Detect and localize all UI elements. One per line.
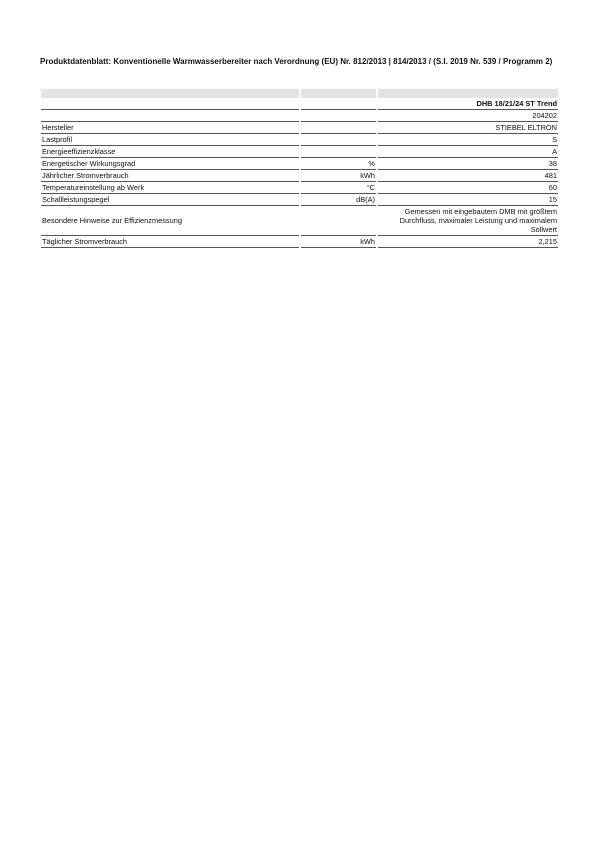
page-title: Produktdatenblatt: Konventionelle Warmwasserbereiter nach Verordnung (EU) Nr. 812/2013 | 814/2013 / (S.I. 2019 Nr. 539 / Programm 2)	[40, 57, 553, 66]
row-label: Energieeffizienzklasse	[41, 146, 299, 158]
row-unit	[301, 134, 376, 146]
row-value: 481	[378, 170, 558, 182]
table-row	[41, 146, 558, 158]
header-cell-unit	[301, 89, 376, 98]
table-row	[41, 134, 558, 146]
table-row	[41, 182, 558, 194]
table-row	[41, 206, 558, 236]
model-row	[41, 98, 558, 110]
row-label: Energetischer Wirkungsgrad	[41, 158, 299, 170]
model-row-label	[41, 98, 299, 110]
model-name: DHB 18/21/24 ST Trend	[378, 98, 558, 110]
article-number-unit	[301, 110, 376, 122]
row-value: 15	[378, 194, 558, 206]
row-unit: kWh	[301, 170, 376, 182]
row-unit: °C	[301, 182, 376, 194]
row-label: Jährlicher Stromverbrauch	[41, 170, 299, 182]
table-row	[41, 170, 558, 182]
row-label: Hersteller	[41, 122, 299, 134]
row-label: Schallleistungspegel	[41, 194, 299, 206]
row-label: Besondere Hinweise zur Effizienzmessung	[41, 206, 299, 236]
table-header-band	[41, 89, 558, 98]
row-unit: %	[301, 158, 376, 170]
table-row	[41, 236, 558, 248]
model-row-unit	[301, 98, 376, 110]
row-unit	[301, 122, 376, 134]
row-unit: dB(A)	[301, 194, 376, 206]
row-value: Gemessen mit eingebautem DMB mit größtem Durchfluss, maximaler Leistung und maximalem Sollwert	[378, 206, 558, 236]
row-label: Lastprofil	[41, 134, 299, 146]
row-unit	[301, 146, 376, 158]
row-value: S	[378, 134, 558, 146]
table-row	[41, 158, 558, 170]
row-value: 60	[378, 182, 558, 194]
article-number-label	[41, 110, 299, 122]
row-unit: kWh	[301, 236, 376, 248]
product-datasheet-table	[39, 89, 560, 248]
table-row	[41, 194, 558, 206]
article-number-row	[41, 110, 558, 122]
header-cell-label	[41, 89, 299, 98]
row-unit	[301, 206, 376, 236]
row-value: A	[378, 146, 558, 158]
article-number: 204202	[378, 110, 558, 122]
header-cell-value	[378, 89, 558, 98]
row-value: STIEBEL ELTRON	[378, 122, 558, 134]
row-label: Temperatureinstellung ab Werk	[41, 182, 299, 194]
table-row	[41, 122, 558, 134]
row-value: 38	[378, 158, 558, 170]
row-value: 2,215	[378, 236, 558, 248]
row-label: Täglicher Stromverbrauch	[41, 236, 299, 248]
